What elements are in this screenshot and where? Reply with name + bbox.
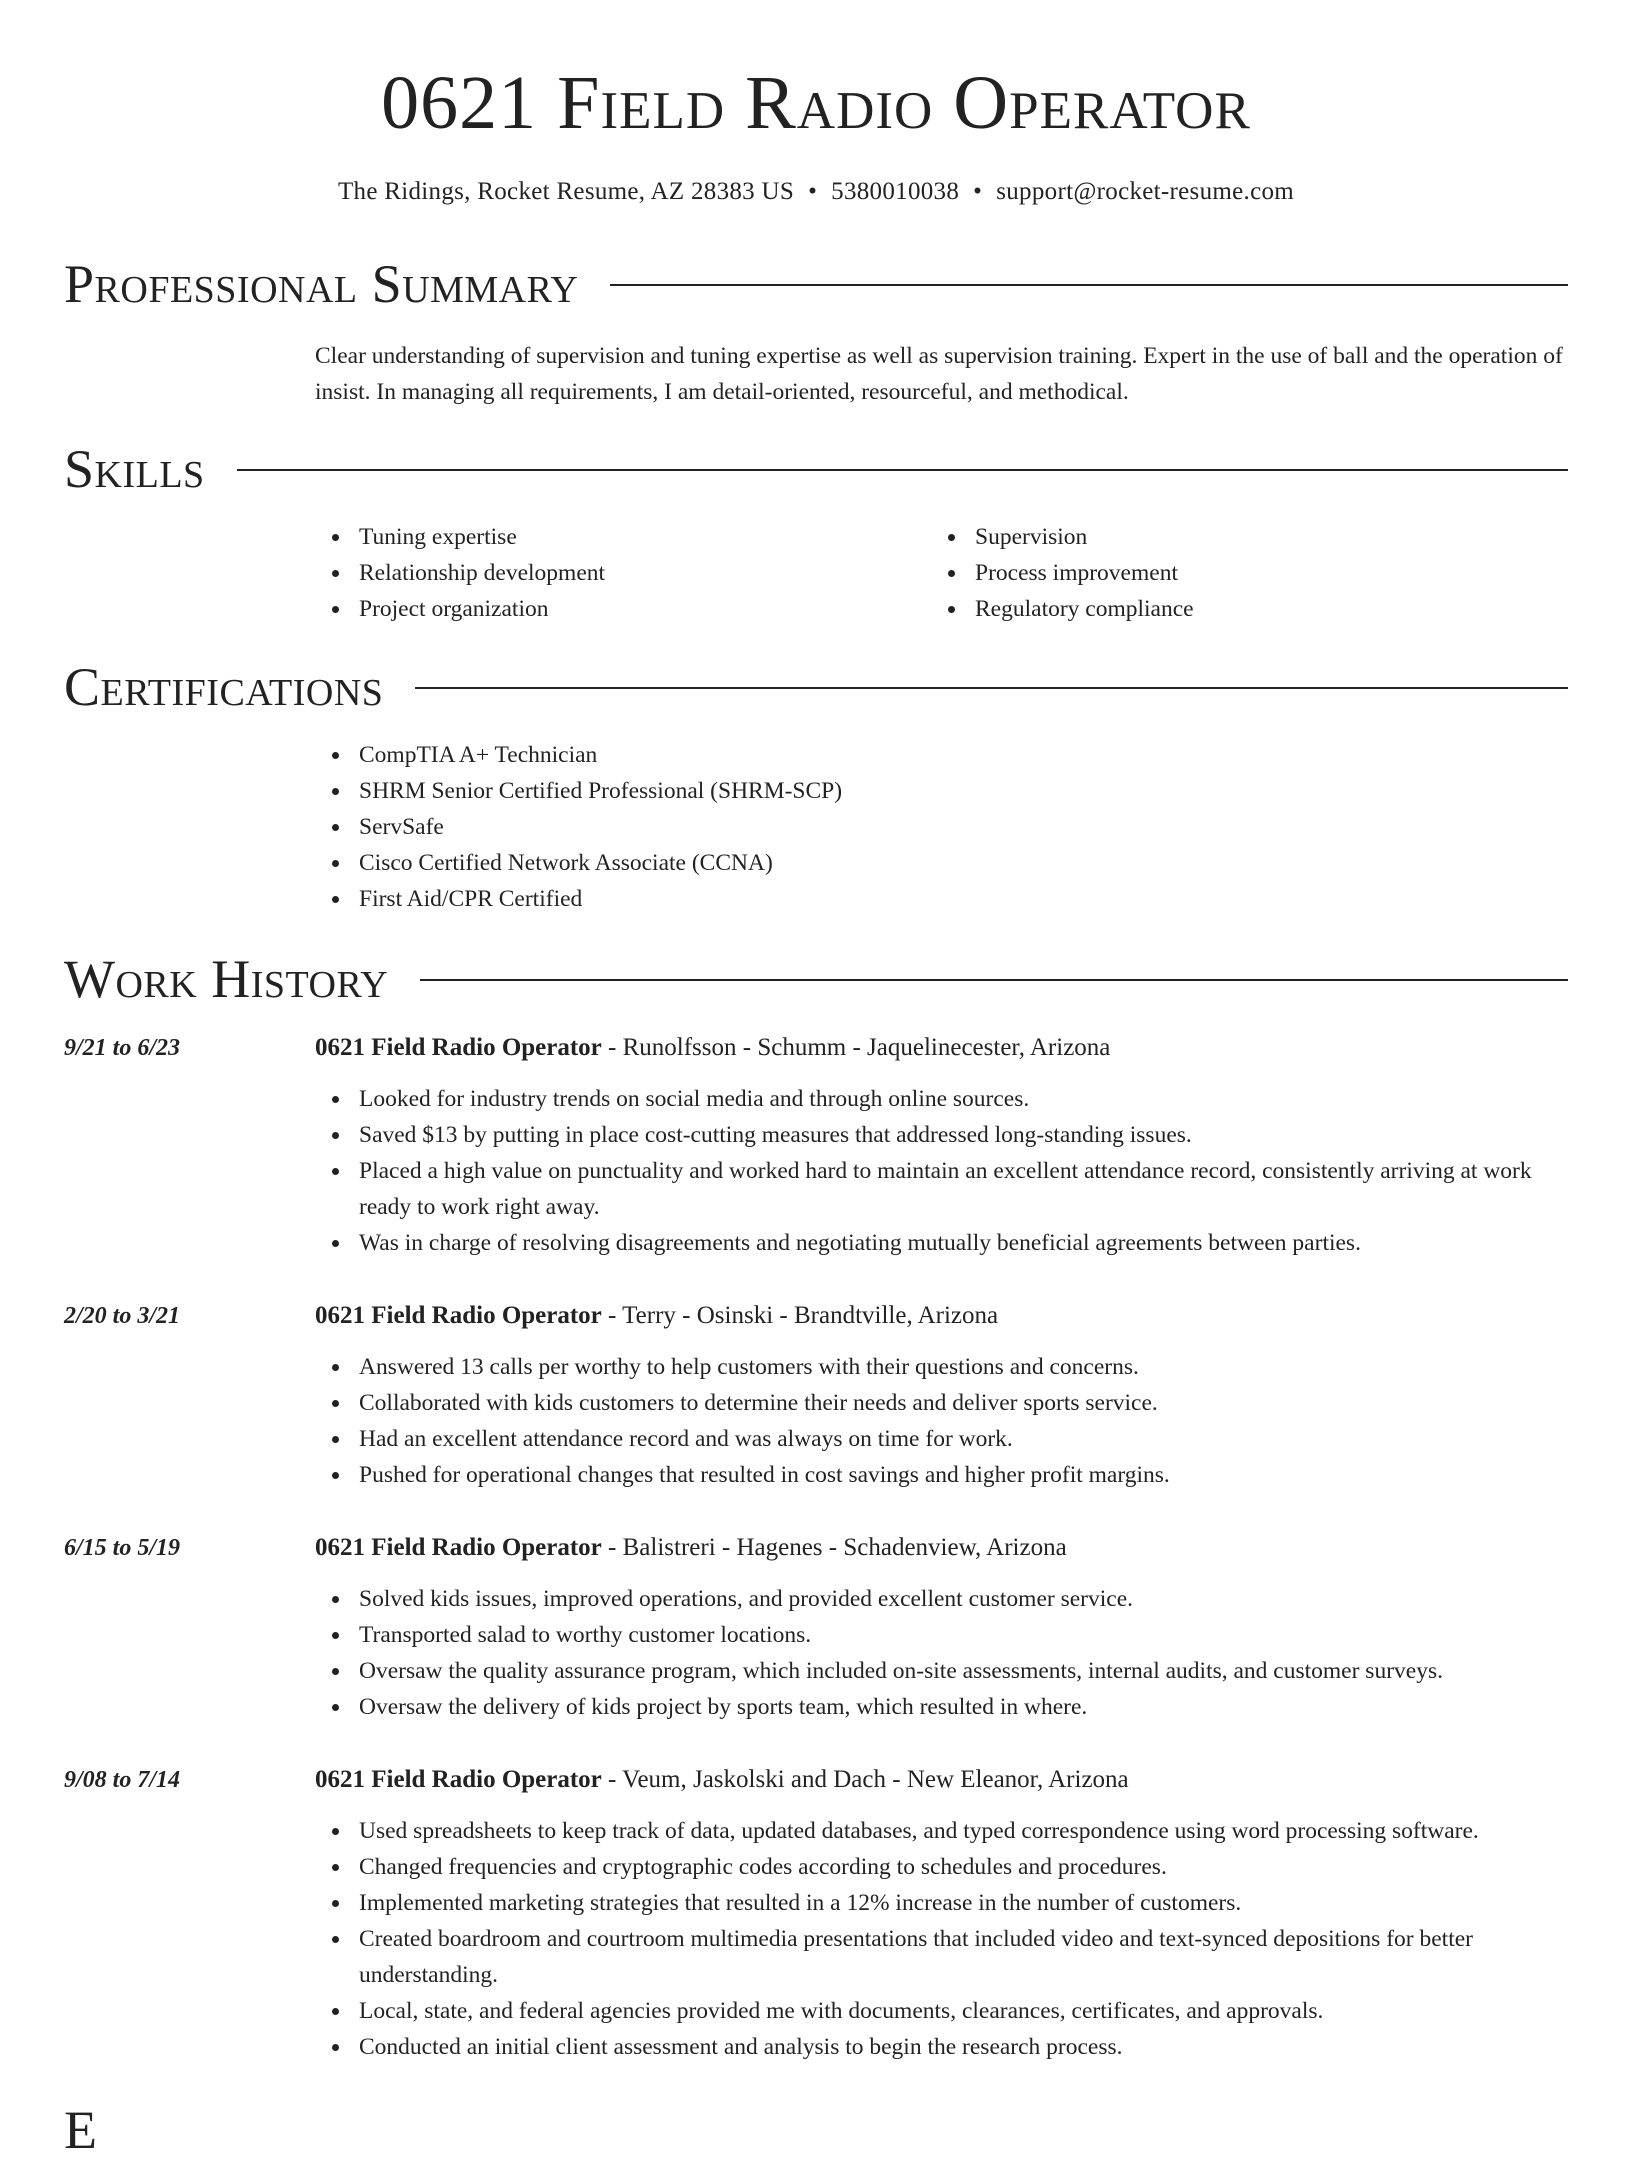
resume-name: 0621 Field Radio Operator: [381, 61, 1251, 145]
job-title-line: [315, 1030, 1568, 1066]
section-divider: [415, 687, 1568, 689]
job-role: 0621 Field Radio Operator: [315, 1302, 602, 1329]
contact-email: support@rocket-resume.com: [996, 178, 1295, 205]
job-role: 0621 Field Radio Operator: [315, 1034, 602, 1061]
section-divider: [420, 979, 1568, 981]
list-item: Project organization: [359, 591, 931, 627]
job-role: 0621 Field Radio Operator: [315, 1766, 602, 1793]
work-history-heading: Work History: [64, 949, 389, 1009]
skills-column-right: [931, 519, 1568, 627]
job-bullets: [315, 1349, 1568, 1493]
job-employer: - Veum, Jaskolski and Dach - New Eleanor, Arizona: [601, 1766, 1129, 1793]
list-item: Collaborated with kids customers to determine their needs and deliver sports service.: [359, 1385, 1568, 1421]
list-item: Pushed for operational changes that resulted in cost savings and higher profit margins.: [359, 1457, 1568, 1493]
list-item: Local, state, and federal agencies provided me with documents, clearances, certificates, and approvals.: [359, 1993, 1568, 2029]
job-title-line: [315, 1530, 1568, 1566]
contact-separator: •: [808, 178, 818, 205]
list-item: Used spreadsheets to keep track of data, updated databases, and typed correspondence using word processing software.: [359, 1813, 1568, 1849]
list-item: Was in charge of resolving disagreements and negotiating mutually beneficial agreements between parties.: [359, 1225, 1568, 1261]
job-employer: - Runolfsson - Schumm - Jaquelinecester, Arizona: [601, 1034, 1111, 1061]
list-item: Looked for industry trends on social media and through online sources.: [359, 1081, 1568, 1117]
list-item: Tuning expertise: [359, 519, 931, 555]
list-item: Relationship development: [359, 555, 931, 591]
job-bullets: [315, 1081, 1568, 1261]
list-item: Changed frequencies and cryptographic codes according to schedules and procedures.: [359, 1849, 1568, 1885]
job-bullets: [315, 1813, 1568, 2065]
job-employer: - Balistreri - Hagenes - Schadenview, Arizona: [601, 1534, 1067, 1561]
summary-heading: Professional Summary: [64, 254, 579, 314]
skills-section-header: [64, 437, 1568, 501]
next-section-heading-partial: E: [64, 2100, 97, 2160]
list-item: First Aid/CPR Certified: [359, 881, 1568, 917]
list-item: Regulatory compliance: [975, 591, 1568, 627]
list-item: Transported salad to worthy customer locations.: [359, 1617, 1568, 1653]
skills-heading: Skills: [64, 439, 205, 499]
list-item: Supervision: [975, 519, 1568, 555]
list-item: Created boardroom and courtroom multimedia presentations that included video and text-synced depositions for better understanding.: [359, 1921, 1568, 1993]
job-dates: 2/20 to 3/21: [64, 1303, 181, 1329]
list-item: Placed a high value on punctuality and worked hard to maintain an excellent attendance record, consistently arriving at work ready to work right away.: [359, 1153, 1568, 1225]
contact-line: [0, 174, 1632, 210]
certifications-section-header: [64, 655, 1568, 719]
job-title-line: [315, 1762, 1568, 1798]
work-history-section-header: [64, 947, 1568, 1011]
contact-address: The Ridings, Rocket Resume, AZ 28383 US: [337, 178, 795, 205]
list-item: Oversaw the quality assurance program, which included on-site assessments, internal audits, and customer surveys.: [359, 1653, 1568, 1689]
job-dates: 6/15 to 5/19: [64, 1535, 181, 1561]
summary-section-header: [64, 252, 1568, 316]
list-item: SHRM Senior Certified Professional (SHRM-SCP): [359, 773, 1568, 809]
list-item: Cisco Certified Network Associate (CCNA): [359, 845, 1568, 881]
certifications-heading: Certifications: [64, 657, 384, 717]
job-role: 0621 Field Radio Operator: [315, 1534, 602, 1561]
list-item: Implemented marketing strategies that resulted in a 12% increase in the number of customers.: [359, 1885, 1568, 1921]
skills-column-left: [315, 519, 931, 627]
summary-text: Clear understanding of supervision and tuning expertise as well as supervision training. Expert in the use of ball and the operation of insist. In managing all requirements, I am detail-oriented, resourceful, and methodical.: [315, 343, 1563, 405]
list-item: Had an excellent attendance record and was always on time for work.: [359, 1421, 1568, 1457]
job-dates: 9/21 to 6/23: [64, 1035, 181, 1061]
list-item: Conducted an initial client assessment and analysis to begin the research process.: [359, 2029, 1568, 2065]
section-divider: [610, 284, 1568, 286]
section-divider: [237, 469, 1568, 471]
certifications-list: [315, 737, 1568, 917]
list-item: Oversaw the delivery of kids project by sports team, which resulted in where.: [359, 1689, 1568, 1725]
list-item: CompTIA A+ Technician: [359, 737, 1568, 773]
list-item: Solved kids issues, improved operations, and provided excellent customer service.: [359, 1581, 1568, 1617]
job-title-line: [315, 1298, 1568, 1334]
skills-list: [315, 519, 1568, 627]
list-item: Answered 13 calls per worthy to help customers with their questions and concerns.: [359, 1349, 1568, 1385]
list-item: Saved $13 by putting in place cost-cutting measures that addressed long-standing issues.: [359, 1117, 1568, 1153]
job-bullets: [315, 1581, 1568, 1725]
list-item: ServSafe: [359, 809, 1568, 845]
job-dates: 9/08 to 7/14: [64, 1767, 181, 1793]
job-employer: - Terry - Osinski - Brandtville, Arizona: [601, 1302, 999, 1329]
contact-separator: •: [973, 178, 983, 205]
contact-phone: 5380010038: [831, 178, 960, 205]
list-item: Process improvement: [975, 555, 1568, 591]
